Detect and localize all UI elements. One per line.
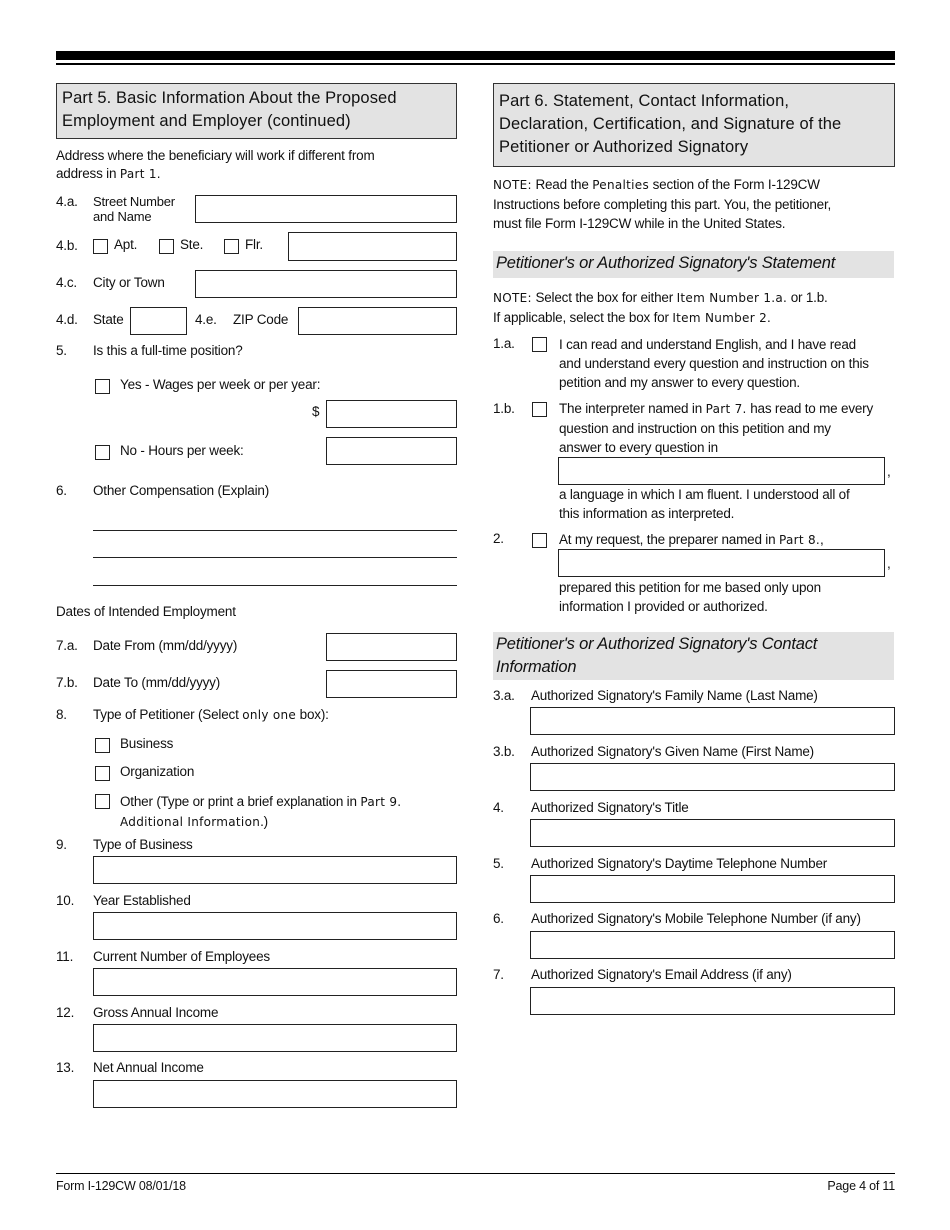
statement-1b-cont: a language in which I am fluent. I understood all of this information as interpreted. bbox=[559, 487, 850, 521]
comma: , bbox=[887, 464, 891, 479]
statement-2: At my request, the preparer named in Part 8., bbox=[559, 532, 824, 547]
no-hours-label: No - Hours per week: bbox=[120, 443, 244, 458]
item-number: 7.b. bbox=[56, 675, 78, 690]
date-from-label: Date From (mm/dd/yyyy) bbox=[93, 638, 238, 653]
city-input[interactable] bbox=[195, 270, 457, 298]
city-label: City or Town bbox=[93, 275, 165, 290]
yes-wages-label: Yes - Wages per week or per year: bbox=[120, 377, 321, 392]
part6-title-line3: Petitioner or Authorized Signatory bbox=[499, 138, 749, 156]
type-petitioner-label: Type of Petitioner (Select only one box): bbox=[93, 707, 329, 722]
given-name-input[interactable] bbox=[530, 763, 895, 791]
type-business-label: Type of Business bbox=[93, 837, 193, 852]
other-comp-line-2[interactable] bbox=[93, 557, 457, 558]
part5-title-line2: Employment and Employer (continued) bbox=[62, 112, 351, 130]
family-name-label: Authorized Signatory's Family Name (Last Name) bbox=[531, 688, 818, 703]
mobile-phone-input[interactable] bbox=[530, 931, 895, 959]
item-number: 4.b. bbox=[56, 238, 78, 253]
apt-label: Apt. bbox=[114, 237, 138, 252]
gross-income-input[interactable] bbox=[93, 1024, 457, 1052]
item-number: 5. bbox=[56, 343, 67, 358]
comma: , bbox=[887, 556, 891, 571]
year-est-input[interactable] bbox=[93, 912, 457, 940]
item-number: 4.c. bbox=[56, 275, 77, 290]
organization-label: Organization bbox=[120, 764, 195, 779]
part6-title-line1: Part 6. Statement, Contact Information, bbox=[499, 92, 790, 110]
zip-label: ZIP Code bbox=[233, 312, 289, 327]
footer-page: Page 4 of 11 bbox=[827, 1179, 895, 1193]
date-to-label: Date To (mm/dd/yyyy) bbox=[93, 675, 221, 690]
part6-header bbox=[493, 83, 895, 167]
footer-rule bbox=[56, 1173, 895, 1174]
statement-1a: I can read and understand English, and I have read and understand every question and instruction on this petition and my answer to every question. bbox=[559, 337, 869, 390]
title-label: Authorized Signatory's Title bbox=[531, 800, 689, 815]
item-number: 4. bbox=[493, 800, 504, 815]
item-number: 13. bbox=[56, 1060, 75, 1075]
statement-note: NOTE: Select the box for either Item Number 1.a. or 1.b. If applicable, select the box for Item Number 2. bbox=[493, 290, 828, 325]
item-number: 7.a. bbox=[56, 638, 78, 653]
top-thick-rule bbox=[56, 51, 895, 60]
title-input[interactable] bbox=[530, 819, 895, 847]
other-comp-line-3[interactable] bbox=[93, 585, 457, 586]
other-comp-line-1[interactable] bbox=[93, 530, 457, 531]
item-number: 4.a. bbox=[56, 194, 78, 209]
item-number: 11. bbox=[56, 949, 74, 964]
num-employees-label: Current Number of Employees bbox=[93, 949, 270, 964]
date-to-input[interactable] bbox=[326, 670, 457, 698]
contact-heading: Petitioner's or Authorized Signatory's Contact Information bbox=[493, 632, 894, 680]
preparer-input[interactable] bbox=[558, 549, 885, 577]
daytime-phone-label: Authorized Signatory's Daytime Telephone Number bbox=[531, 856, 828, 871]
no-hours-checkbox[interactable] bbox=[95, 445, 110, 460]
item-number: 5. bbox=[493, 856, 504, 871]
email-label: Authorized Signatory's Email Address (if any) bbox=[531, 967, 792, 982]
state-select[interactable] bbox=[130, 307, 187, 335]
address-intro: Address where the beneficiary will work if different from address in Part 1. bbox=[56, 148, 375, 181]
unit-number-input[interactable] bbox=[288, 232, 457, 261]
item-number: 7. bbox=[493, 967, 504, 982]
hours-input[interactable] bbox=[326, 437, 457, 465]
business-checkbox[interactable] bbox=[95, 738, 110, 753]
item-number: 10. bbox=[56, 893, 75, 908]
fulltime-question: Is this a full-time position? bbox=[93, 343, 243, 358]
other-checkbox[interactable] bbox=[95, 794, 110, 809]
zip-input[interactable] bbox=[298, 307, 457, 335]
english-checkbox[interactable] bbox=[532, 337, 547, 352]
ste-label: Ste. bbox=[180, 237, 204, 252]
part6-title-line2: Declaration, Certification, and Signature of the bbox=[499, 115, 842, 133]
part5-title-line1: Part 5. Basic Information About the Proposed bbox=[62, 89, 397, 107]
part5-header bbox=[56, 83, 457, 139]
statement-2-cont: prepared this petition for me based only upon information I provided or authorized. bbox=[559, 580, 821, 614]
interpreter-checkbox[interactable] bbox=[532, 402, 547, 417]
statement-heading: Petitioner's or Authorized Signatory's Statement bbox=[493, 251, 894, 278]
flr-checkbox[interactable] bbox=[224, 239, 239, 254]
item-number: 9. bbox=[56, 837, 67, 852]
email-input[interactable] bbox=[530, 987, 895, 1015]
year-est-label: Year Established bbox=[93, 893, 191, 908]
date-from-input[interactable] bbox=[326, 633, 457, 661]
apt-checkbox[interactable] bbox=[93, 239, 108, 254]
other-label: Other (Type or print a brief explanation in Part 9. Additional Information.) bbox=[120, 794, 402, 829]
top-thin-rule bbox=[56, 63, 895, 65]
item-number: 6. bbox=[56, 483, 67, 498]
daytime-phone-input[interactable] bbox=[530, 875, 895, 903]
part6-note: NOTE: Read the Penalties section of the Form I-129CW Instructions before completing this part. You, the petitioner, must file Form I-129CW while in the United States. bbox=[493, 177, 832, 231]
item-number: 1.b. bbox=[493, 401, 515, 416]
statement-1b: The interpreter named in Part 7. has read to me every question and instruction on this petition and my answer to every question in bbox=[559, 401, 874, 455]
ste-checkbox[interactable] bbox=[159, 239, 174, 254]
item-number: 6. bbox=[493, 911, 504, 926]
given-name-label: Authorized Signatory's Given Name (First Name) bbox=[531, 744, 814, 759]
family-name-input[interactable] bbox=[530, 707, 895, 735]
net-income-input[interactable] bbox=[93, 1080, 457, 1108]
state-label: State bbox=[93, 312, 124, 327]
preparer-checkbox[interactable] bbox=[532, 533, 547, 548]
flr-label: Flr. bbox=[245, 237, 263, 252]
wages-input[interactable] bbox=[326, 400, 457, 428]
item-number: 12. bbox=[56, 1005, 75, 1020]
other-comp-label: Other Compensation (Explain) bbox=[93, 483, 269, 498]
item-number: 4.d. bbox=[56, 312, 78, 327]
item-number: 2. bbox=[493, 531, 504, 546]
mobile-phone-label: Authorized Signatory's Mobile Telephone Number (if any) bbox=[531, 911, 861, 926]
item-number: 4.e. bbox=[195, 312, 217, 327]
organization-checkbox[interactable] bbox=[95, 766, 110, 781]
dollar-sign: $ bbox=[312, 404, 320, 419]
item-number: 1.a. bbox=[493, 336, 515, 351]
item-number: 3.b. bbox=[493, 744, 515, 759]
street-input[interactable] bbox=[195, 195, 457, 223]
item-number: 3.a. bbox=[493, 688, 515, 703]
dates-intro: Dates of Intended Employment bbox=[56, 604, 236, 619]
item-number: 8. bbox=[56, 707, 67, 722]
net-income-label: Net Annual Income bbox=[93, 1060, 204, 1075]
yes-wages-checkbox[interactable] bbox=[95, 379, 110, 394]
language-input[interactable] bbox=[558, 457, 885, 485]
gross-income-label: Gross Annual Income bbox=[93, 1005, 219, 1020]
type-business-input[interactable] bbox=[93, 856, 457, 884]
street-label: Street Number and Name bbox=[93, 194, 175, 224]
business-label: Business bbox=[120, 736, 174, 751]
num-employees-input[interactable] bbox=[93, 968, 457, 996]
footer-form-id: Form I-129CW 08/01/18 bbox=[56, 1179, 186, 1193]
